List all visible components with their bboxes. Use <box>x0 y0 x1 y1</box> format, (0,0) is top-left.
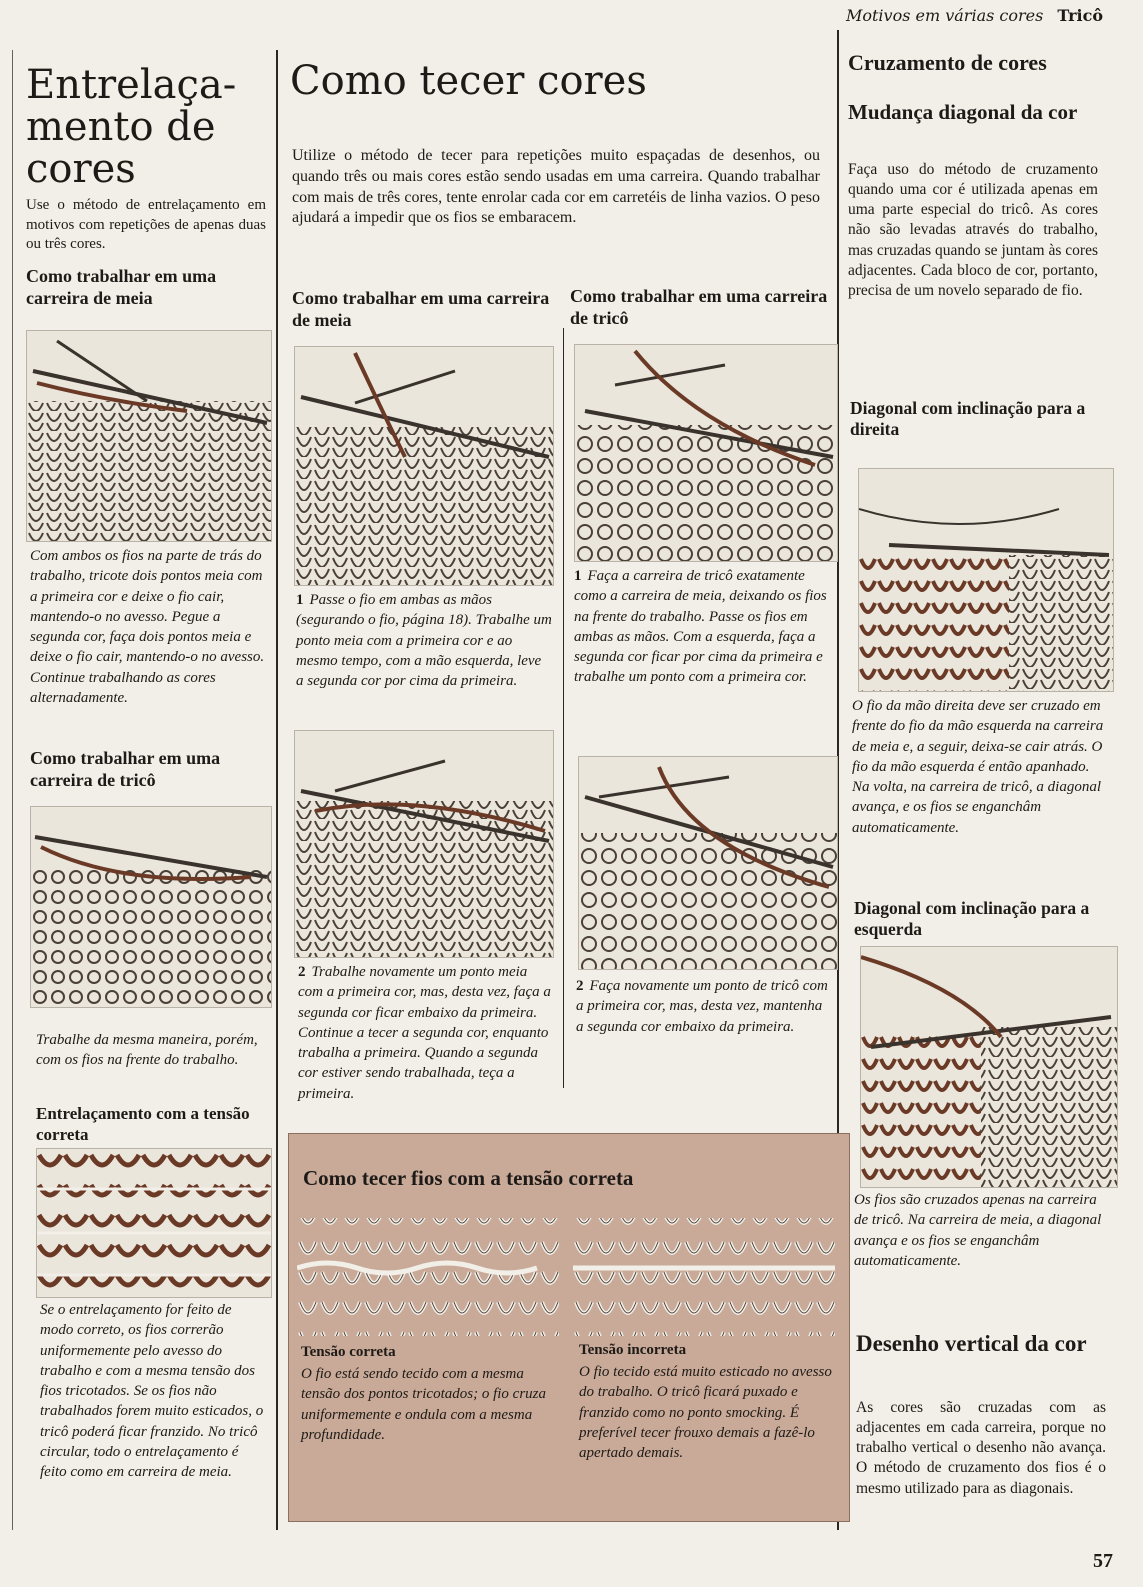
col2-left-title: Como trabalhar em uma carreira de meia <box>292 288 550 330</box>
col1-s1-caption: Com ambos os fios na parte de trás do trabalho, tricote dois pontos meia com a primeira cor e deixe o fio cair, mantendo-o no avesso. Pegue a segunda cor, faça dois pontos meia e deixe o fio cair, mantendo-o no avesso. Continue trabalhando as cores alternadamente. <box>30 548 265 706</box>
col1-s3-title: Entrelaçamento com a tensão correta <box>36 1104 250 1144</box>
weave-knit-step1-illustration <box>294 346 554 586</box>
diagonal-right-illustration <box>858 468 1114 692</box>
col1-title-line3: cores <box>26 146 136 192</box>
right-step1-text: Faça a carreira de tricô exatamente como a carreira de meia, deixando os fios na frente do trabalho. Passe os fios em ambas as mãos. Com a esquerda, faça a segunda cor ficar por cima da primeira e trabalhe um ponto com a primeira cor. <box>574 568 827 686</box>
col3-s3-caption: Os fios são cruzados apenas na carreira de tricô. Na carreira de meia, a diagonal avança e os fios se enganchâm automaticamente. <box>854 1192 1102 1269</box>
col1-s3-caption: Se o entrelaçamento for feito de modo correto, os fios correrão uniformemente pelo avesso do trabalho e com a mesma tensão dos fios tricotados. Se os fios não trabalhados forem muito esticados, o tricô poderá ficar franzido. No tricô circular, todo o entrelaçamento é feito como em carreira de meia. <box>40 1302 264 1480</box>
col1-title-line1: Entrelaça- <box>26 62 237 108</box>
col2-right-step2 <box>576 976 830 1037</box>
weave-purl-step1-illustration <box>574 344 838 562</box>
col3-s2-caption: O fio da mão direita deve ser cruzado em frente do fio da mão esquerda na carreira de meia e, a seguir, deixa-se cair atrás. O fio da mão esquerda é então apanhado. Na volta, na carreira de tricô, a diagonal avança, e os fios se enganchâm automaticamente. <box>852 698 1104 836</box>
weave-knit-step2-illustration <box>294 730 554 958</box>
correct-tension-text: O fio está sendo tecido com a mesma tensão dos pontos tricotados; o fio cruza uniformemente e ondula com a mesma profundidade. <box>301 1366 547 1443</box>
col3-title: Cruzamento de cores <box>848 50 1047 75</box>
column-divider-1 <box>276 50 278 1530</box>
correct-tension-title: Tensão correta <box>301 1344 396 1360</box>
col1-s2-caption: Trabalhe da mesma maneira, porém, com os fios na frente do trabalho. <box>36 1032 258 1069</box>
left-step1-text: Passe o fio em ambas as mãos (segurando o fio, página 18). Trabalhe um ponto meia com a primeira cor e ao mesmo tempo, com a mão esquerda, leve a segunda cor por cima da primeira. <box>296 592 552 689</box>
weave-purl-step2-illustration <box>578 756 838 970</box>
col2-title: Como tecer cores <box>290 58 647 104</box>
running-header <box>846 6 1103 25</box>
col1-s2-title: Como trabalhar em uma carreira de tricô <box>30 748 221 790</box>
column-divider-mid <box>563 328 564 1088</box>
page-edge-line <box>12 50 13 1530</box>
left-step2-number: 2 <box>298 964 306 980</box>
left-step1-number: 1 <box>296 592 304 608</box>
tension-illustration <box>36 1148 272 1298</box>
tension-box <box>288 1133 850 1522</box>
right-step1-number: 1 <box>574 568 582 584</box>
col3-s3-title: Diagonal com inclinação para a esquerda <box>854 898 1090 940</box>
col1-title-line2: mento de <box>26 104 216 150</box>
col2-left-step2 <box>298 962 554 1104</box>
incorrect-tension-text: O fio tecido está muito esticado no avesso do trabalho. O tricô ficará puxado e franzido como no ponto smocking. É preferível tecer frouxo demais a fazê-lo apertado demais. <box>579 1364 832 1461</box>
col1-s1-title: Como trabalhar em uma carreira de meia <box>26 266 217 308</box>
right-step2-text: Faça novamente um ponto de tricô com a primeira cor, mas, desta vez, mantenha a segunda cor embaixo da primeira. <box>576 978 828 1035</box>
col3-s4-text: As cores são cruzadas com as adjacentes em cada carreira, porque no trabalho vertical o desenho não avança. O método de cruzamento dos fios é o mesmo utilizado para as diagonais. <box>856 1399 1106 1497</box>
page-number: 57 <box>1093 1550 1113 1572</box>
header-section: Motivos em várias cores <box>845 6 1044 25</box>
purl-row-illustration <box>30 806 272 1008</box>
col3-s1-text: Faça uso do método de cruzamento quando uma cor é utilizada apenas em uma parte especial do tricô. As cores não são levadas através do trabalho, mas cruzadas quando se juntam às cores adjacentes. Cada bloco de cor, portanto, precisa de um novelo separado de fio. <box>848 161 1098 299</box>
incorrect-tension-illustration <box>573 1208 835 1336</box>
correct-tension-illustration <box>297 1208 559 1336</box>
left-step2-text: Trabalhe novamente um ponto meia com a primeira cor, mas, desta vez, faça a segunda cor ficar embaixo da primeira. Continue a tecer a segunda cor, enquanto trabalha a primeira. Quando a segunda cor estiver sendo trabalhada, teça a primeira. <box>298 964 551 1102</box>
col2-left-step1 <box>296 590 552 691</box>
col3-s1-title: Mudança diagonal da cor <box>848 100 1078 124</box>
col1-title <box>26 64 271 190</box>
col2-right-step1 <box>574 566 828 688</box>
knit-row-illustration <box>26 330 272 542</box>
col1-intro: Use o método de entrelaçamento em motivos com repetições de apenas duas ou três cores. <box>26 197 266 252</box>
col3-s2-title: Diagonal com inclinação para a direita <box>850 398 1086 440</box>
box-title: Como tecer fios com a tensão correta <box>303 1166 634 1190</box>
header-chapter: Tricô <box>1057 6 1103 25</box>
col2-intro: Utilize o método de tecer para repetições muito espaçadas de desenhos, ou quando três ou mais cores estão sendo usadas em uma carreira. Quando trabalhar com mais de três cores, tente enrolar cada cor em carretéis de linha vazios. O peso ajudará a impedir que os fios se embaracem. <box>292 147 820 227</box>
incorrect-tension-title: Tensão incorreta <box>579 1342 687 1358</box>
right-step2-number: 2 <box>576 978 584 994</box>
col2-right-title: Como trabalhar em uma carreira de tricô <box>570 286 828 328</box>
diagonal-left-illustration <box>860 946 1118 1188</box>
col3-s4-title: Desenho vertical da cor <box>856 1331 1087 1356</box>
